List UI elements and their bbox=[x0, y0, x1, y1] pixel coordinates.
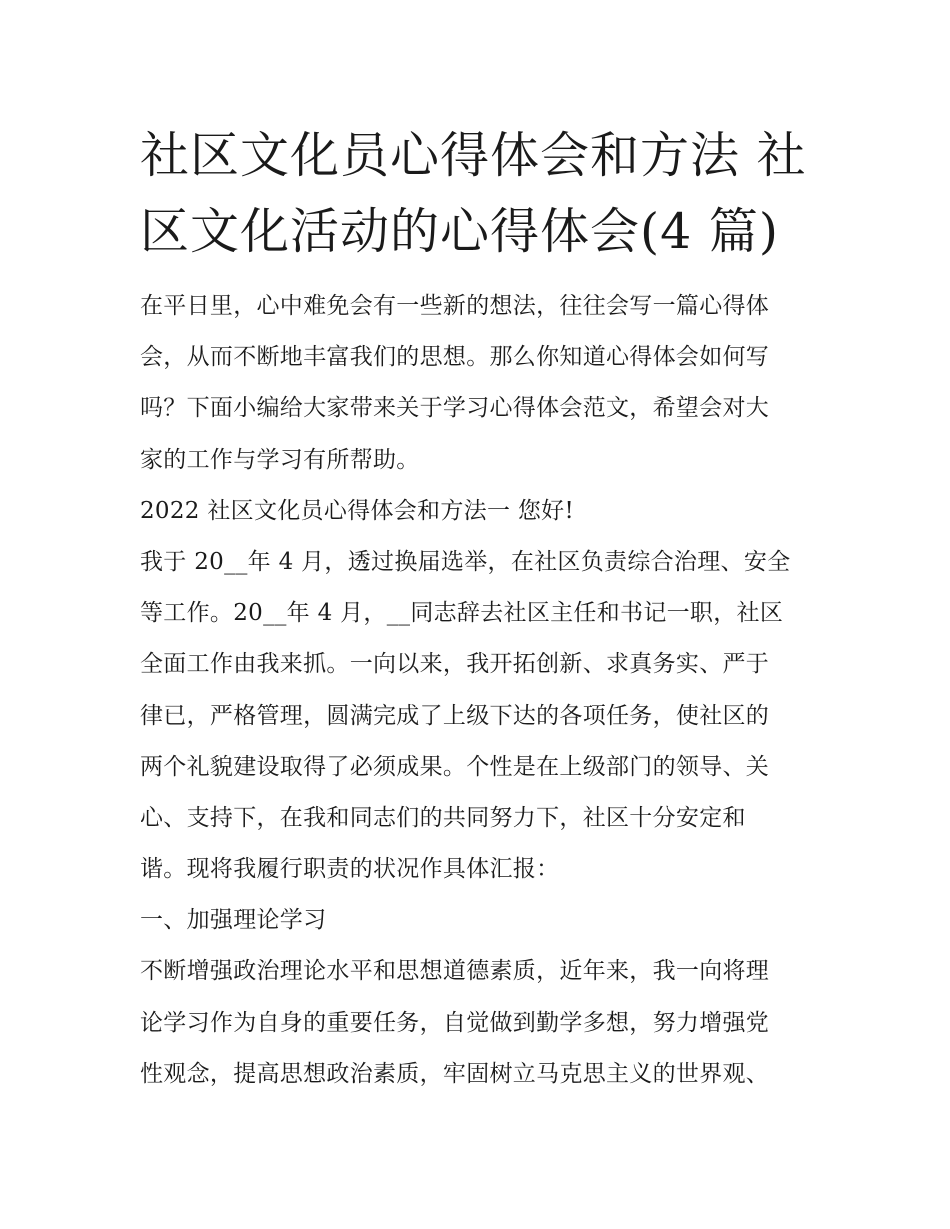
body-line: 等工作。20__年 4 月，__同志辞去社区主任和书记一职，社区 bbox=[140, 600, 784, 627]
body-line: 会，从而不断地丰富我们的思想。那么你知道心得体会如何写 bbox=[140, 344, 770, 371]
title-line: 社区文化员心得体会和方法 社 bbox=[140, 127, 807, 184]
body-line: 吗？下面小编给大家带来关于学习心得体会范文，希望会对大 bbox=[140, 395, 770, 422]
body-line: 家的工作与学习有所帮助。 bbox=[140, 446, 420, 473]
body-line: 在平日里，心中难免会有一些新的想法，往往会写一篇心得体 bbox=[140, 293, 770, 319]
body-line: 律已，严格管理，圆满完成了上级下达的各项任务，使社区的 bbox=[140, 702, 770, 729]
body-line: 论学习作为自身的重要任务，自觉做到勤学多想，努力增强党 bbox=[140, 1009, 770, 1036]
document-body bbox=[140, 281, 812, 1100]
body-line: 两个礼貌建设取得了必须成果。个性是在上级部门的领导、关 bbox=[140, 753, 770, 780]
subsection-heading: 一、加强理论学习 bbox=[140, 907, 327, 934]
section-heading: 2022 社区文化员心得体会和方法一 您好! bbox=[140, 497, 574, 524]
document-title bbox=[140, 118, 812, 270]
body-line: 心、支持下，在我和同志们的共同努力下，社区十分安定和 bbox=[140, 804, 746, 831]
body-line: 我于 20__年 4 月，透过换届选举，在社区负责综合治理、安全 bbox=[140, 548, 791, 575]
body-line: 全面工作由我来抓。一向以来，我开拓创新、求真务实、严于 bbox=[140, 651, 770, 678]
title-line: 区文化活动的心得体会(4 篇) bbox=[140, 203, 779, 260]
body-line: 不断增强政治理论水平和思想道德素质，近年来，我一向将理 bbox=[140, 958, 770, 985]
body-line: 谐。现将我履行职责的状况作具体汇报： bbox=[140, 856, 560, 883]
body-line: 性观念，提高思想政治素质，牢固树立马克思主义的世界观、 bbox=[140, 1060, 770, 1087]
